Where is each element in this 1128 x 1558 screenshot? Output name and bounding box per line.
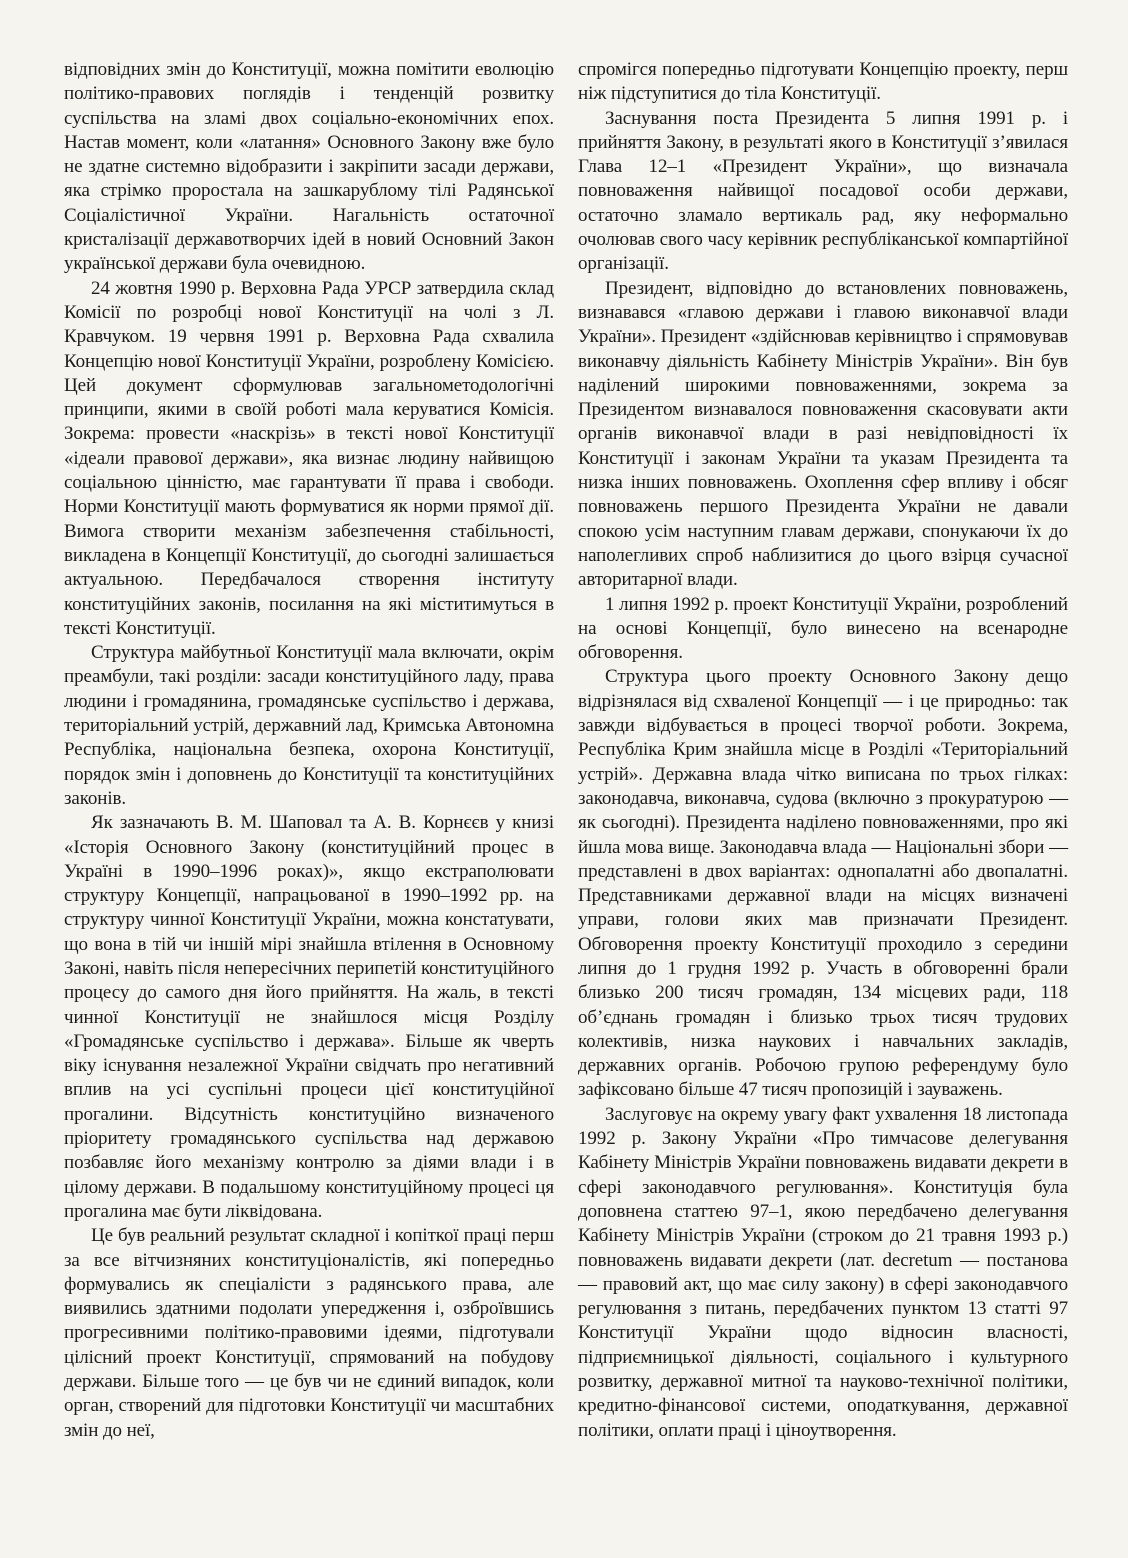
paragraph-right-6: Заслуговує на окрему увагу факт ухвалення 18 листопада 1992 р. Закону України «Про тимчасове делегування Кабінету Міністрів України повноважень видавати декрети в сфері законодавчого регулювання». Конституція була доповнена статтею 97–1, якою передбачено делегування Кабінету Міністрів України (строком до 21 травня 1993 р.) повноважень видавати декрети (лат. decretum — постанова — правовий акт, що має силу закону) в сфері законодавчого регулювання з питань, передбачених пунктом 13 статті 97 Конституції України щодо відносин власності, підприємницької діяльності, соціального і культурного розвитку, державної митної та науково-технічної політики, кредитно-фінансової системи, оподаткування, державної політики, оплати праці і ціноутворення. [578,1103,1068,1441]
text-column-right [578,58,1068,1522]
paragraph-left-5: Це був реальний результат складної і копіткої праці перш за все вітчизняних конституціоналістів, які попередньо формувались як спеціалісти з радянського права, але виявились здатними подолати упередження і, озброївшись прогресивними політико-правовими ідеями, підготували цілісний проект Конституції, спрямований на побудову держави. Більше того — це був чи не єдиний випадок, коли орган, створений для підготовки Конституції чи масштабних змін до неї, [64,1225,554,1441]
text-column-left [64,58,554,1522]
paragraph-right-4: 1 липня 1992 р. проект Конституції України, розроблений на основі Концепції, було винесено на всенародне обговорення. [578,593,1068,664]
paragraph-left-3: Структура майбутньої Конституції мала включати, окрім преамбули, такі розділи: засади конституційного ладу, права людини і громадянина, громадянське суспільство і держава, територіальний устрій, державний лад, Кримська Автономна Республіка, національна безпека, охорона Конституції, порядок змін і доповнень до Конституції та конституційних законів. [64,642,554,809]
paragraph-right-3: Президент, відповідно до встановлених повноважень, визнавався «главою держави і главою виконавчої влади України». Президент «здійснював керівництво і спрямовував виконавчу діяльність Кабінету Міністрів України». Він був наділений широкими повноваженнями, зокрема за Президентом визнавалося повноваження скасовувати акти органів виконавчої влади в разі невідповідності їх Конституції і законам України та указам Президента та низка інших повноважень. Охоплення сфер впливу і обсяг повноважень першого Президента України не давали спокою усім наступним главам держави, спонукаючи їх до наполегливих спроб наблизитися до цього взірця сучасної авторитарної влади. [578,277,1068,591]
paragraph-left-4: Як зазначають В. М. Шаповал та А. В. Корнєєв у книзі «Історія Основного Закону (конституційний процес в Україні в 1990–1996 роках)», якщо екстраполювати структуру Концепції, напрацьованої в 1990–1992 рр. на структуру чинної Конституції України, можна констатувати, що вона в тій чи іншій мірі знайшла втілення в Основному Законі, навіть після непересічних перипетій конституційного процесу до самого дня його прийняття. На жаль, в тексті чинної Конституції не знайшлося місця Розділу «Громадянське суспільство і держава». Більше як чверть віку існування незалежної України свідчать про негативний вплив на усі суспільні процеси цієї конституційної прогалини. Відсутність конституційно визначеного пріоритету громадянського суспільства над державою позбавляє його механізму контролю за діями влади і в цілому держави. В подальшому конституційному процесі ця прогалина має бути ліквідована. [64,812,554,1222]
paragraph-left-2: 24 жовтня 1990 р. Верховна Рада УРСР затвердила склад Комісії по розробці нової Конституції на чолі з Л. Кравчуком. 19 червня 1991 р. Верховна Рада схвалила Концепцію нової Конституції України, розроблену Комісією. Цей документ сформулював загальнометодологічні принципи, якими в своїй роботі мала керуватися Комісія. Зокрема: провести «наскрізь» в тексті нової Конституції «ідеали правової держави», яка визнає людину найвищою соціальною цінністю, має гарантувати її права і свободи. Норми Конституції мають формуватися як норми прямої дії. Вимога створити механізм забезпечення стабільності, викладена в Концепції Конституції, до сьогодні залишається актуальною. Передбачалося створення інституту конституційних законів, посилання на які міститимуться в тексті Конституції. [64,277,554,639]
paragraph-right-5: Структура цього проекту Основного Закону дещо відрізнялася від схваленої Концепції — і це природньо: так завжди відбувається в процесі творчої роботи. Зокрема, Республіка Крим знайшла місце в Розділі «Територіальний устрій». Державна влада чітко виписана по трьох гілках: законодавча, виконавча, судова (включно з прокуратурою — як сьогодні). Президента наділено повноваженнями, про які йшла мова вище. Законодавча влада — Національні збори — представлені в двох варіантах: однопалатні або двопалатні. Представниками державної влади на місцях визначені управи, голови яких мав призначати Президент. Обговорення проекту Конституції проходило з середини липня до 1 грудня 1992 р. Участь в обговоренні брали близько 200 тисяч громадян, 134 місцевих ради, 118 об’єднань громадян і близько трьох тисяч трудових колективів, низка наукових і навчальних закладів, державних органів. Робочою групою референдуму було зафіксовано більше 47 тисяч пропозицій і зауважень. [578,666,1068,1101]
paragraph-right-2: Заснування поста Президента 5 липня 1991 р. і прийняття Закону, в результаті якого в Конституції з’явилася Глава 12–1 «Президент України», що визначала повноваження найвищої посадової особи держави, остаточно зламало вертикаль рад, яку неформально очолював свого часу керівник республіканської компартійної організації. [578,107,1068,275]
paragraph-right-1: спромігся попередньо підготувати Концепцію проекту, перш ніж підступитися до тіла Конституції. [578,59,1068,105]
paragraph-left-1: відповідних змін до Конституції, можна помітити еволюцію політико-правових поглядів і тенденцій розвитку суспільства на зламі двох соціально-економічних епох. Настав момент, коли «латання» Основного Закону вже було не здатне системно відобразити і закріпити засади держави, яка стрімко проростала на зашкарублому тілі Радянської Соціалістичної України. Нагальність остаточної кристалізації державотворчих ідей в новий Основний Закон української держави була очевидною. [64,59,554,275]
